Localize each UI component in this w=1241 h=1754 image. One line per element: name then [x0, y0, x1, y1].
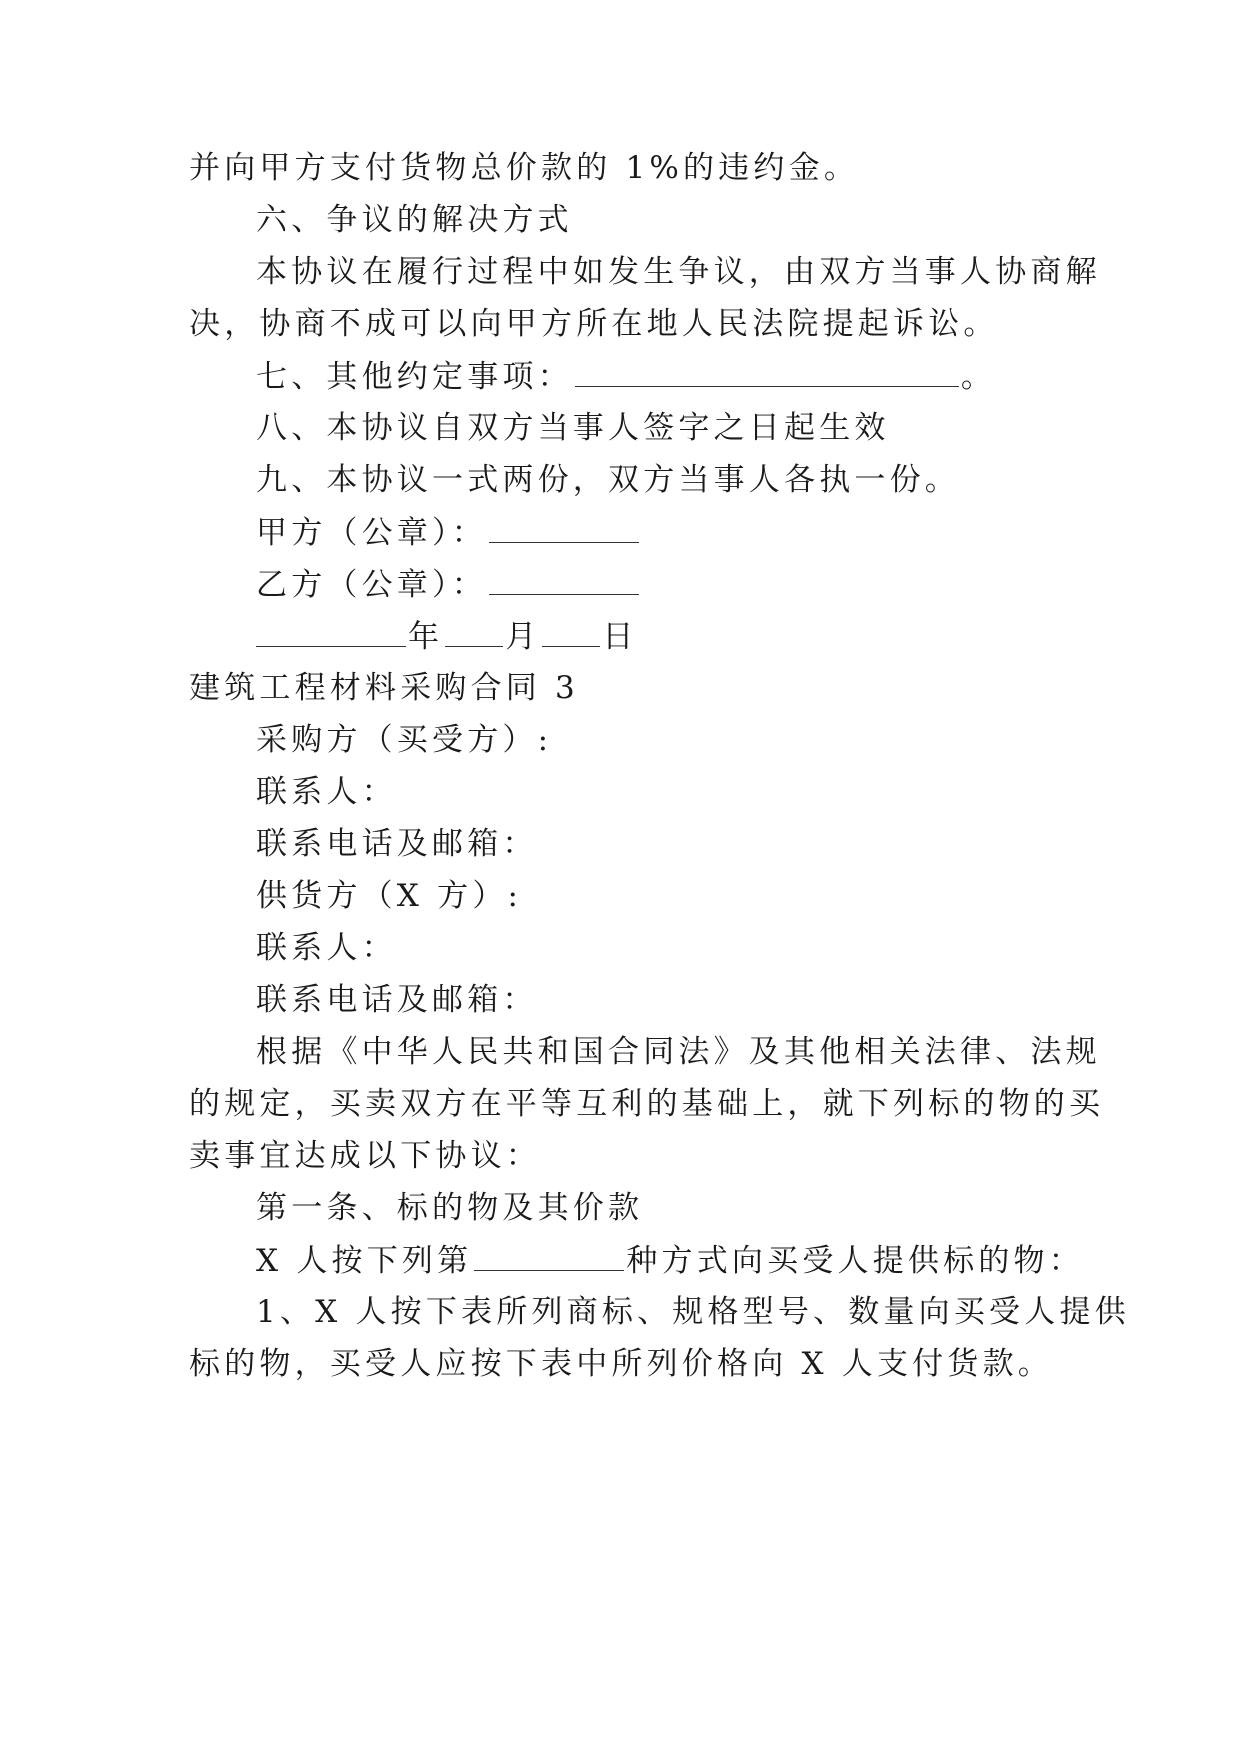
party-a-seal-label: 甲方（公章）：	[256, 515, 487, 551]
supplier-label: 供货方（X 方）:	[256, 878, 523, 914]
paragraph-line: 九、本协议一式两份，双方当事人各执一份。	[256, 462, 960, 498]
other-terms-blank[interactable]	[575, 356, 959, 387]
paragraph-line: 的规定，买卖双方在平等互利的基础上，就下列标的物的买	[189, 1086, 1105, 1122]
section-heading: 六、争议的解决方式	[256, 202, 573, 238]
year-label: 年	[408, 619, 444, 655]
paragraph-line: 八、本协议自双方当事人签字之日起生效	[256, 410, 890, 446]
paragraph-line: 本协议在履行过程中如发生争议，由双方当事人协商解	[256, 254, 1101, 290]
paragraph-line: 决，协商不成可以向甲方所在地人民法院提起诉讼。	[189, 306, 999, 342]
article-heading: 第一条、标的物及其价款	[256, 1190, 644, 1226]
paragraph-line: 并向甲方支付货物总价款的 1%的违约金。	[189, 150, 860, 186]
party-b-seal-label: 乙方（公章）：	[256, 567, 487, 603]
supplier-phone-email-label: 联系电话及邮箱：	[256, 982, 538, 1018]
paragraph-line: 根据《中华人民共和国合同法》及其他相关法律、法规	[256, 1034, 1101, 1070]
day-label: 日	[602, 619, 638, 655]
method-choice-prefix: X 人按下列第	[256, 1243, 473, 1279]
method-choice-blank[interactable]	[474, 1240, 624, 1271]
paragraph-line: 1、X 人按下表所列商标、规格型号、数量向买受人提供	[256, 1294, 1130, 1330]
paragraph-line: 标的物，买受人应按下表中所列价格向 X 人支付货款。	[189, 1346, 1053, 1382]
buyer-phone-email-label: 联系电话及邮箱：	[256, 826, 538, 862]
party-a-seal-blank[interactable]	[489, 512, 639, 543]
other-terms-line	[256, 356, 1069, 397]
party-b-seal-blank[interactable]	[489, 564, 639, 595]
paragraph-line: 卖事宜达成以下协议：	[189, 1138, 541, 1174]
other-terms-suffix: 。	[960, 359, 997, 395]
month-blank[interactable]	[445, 616, 503, 647]
method-choice-suffix: 种方式向买受人提供标的物：	[626, 1243, 1084, 1279]
supplier-contact-label: 联系人：	[256, 930, 397, 966]
method-choice-line	[256, 1240, 1084, 1281]
date-line	[256, 616, 1069, 657]
party-b-seal-line	[256, 564, 1069, 605]
other-terms-label: 七、其他约定事项：	[256, 359, 573, 395]
year-blank[interactable]	[256, 616, 406, 647]
buyer-contact-label: 联系人：	[256, 774, 397, 810]
party-a-seal-line	[256, 512, 1069, 553]
day-blank[interactable]	[542, 616, 600, 647]
month-label: 月	[505, 619, 541, 655]
buyer-label: 采购方（买受方）:	[256, 722, 553, 758]
contract-title: 建筑工程材料采购合同 3	[189, 670, 579, 706]
